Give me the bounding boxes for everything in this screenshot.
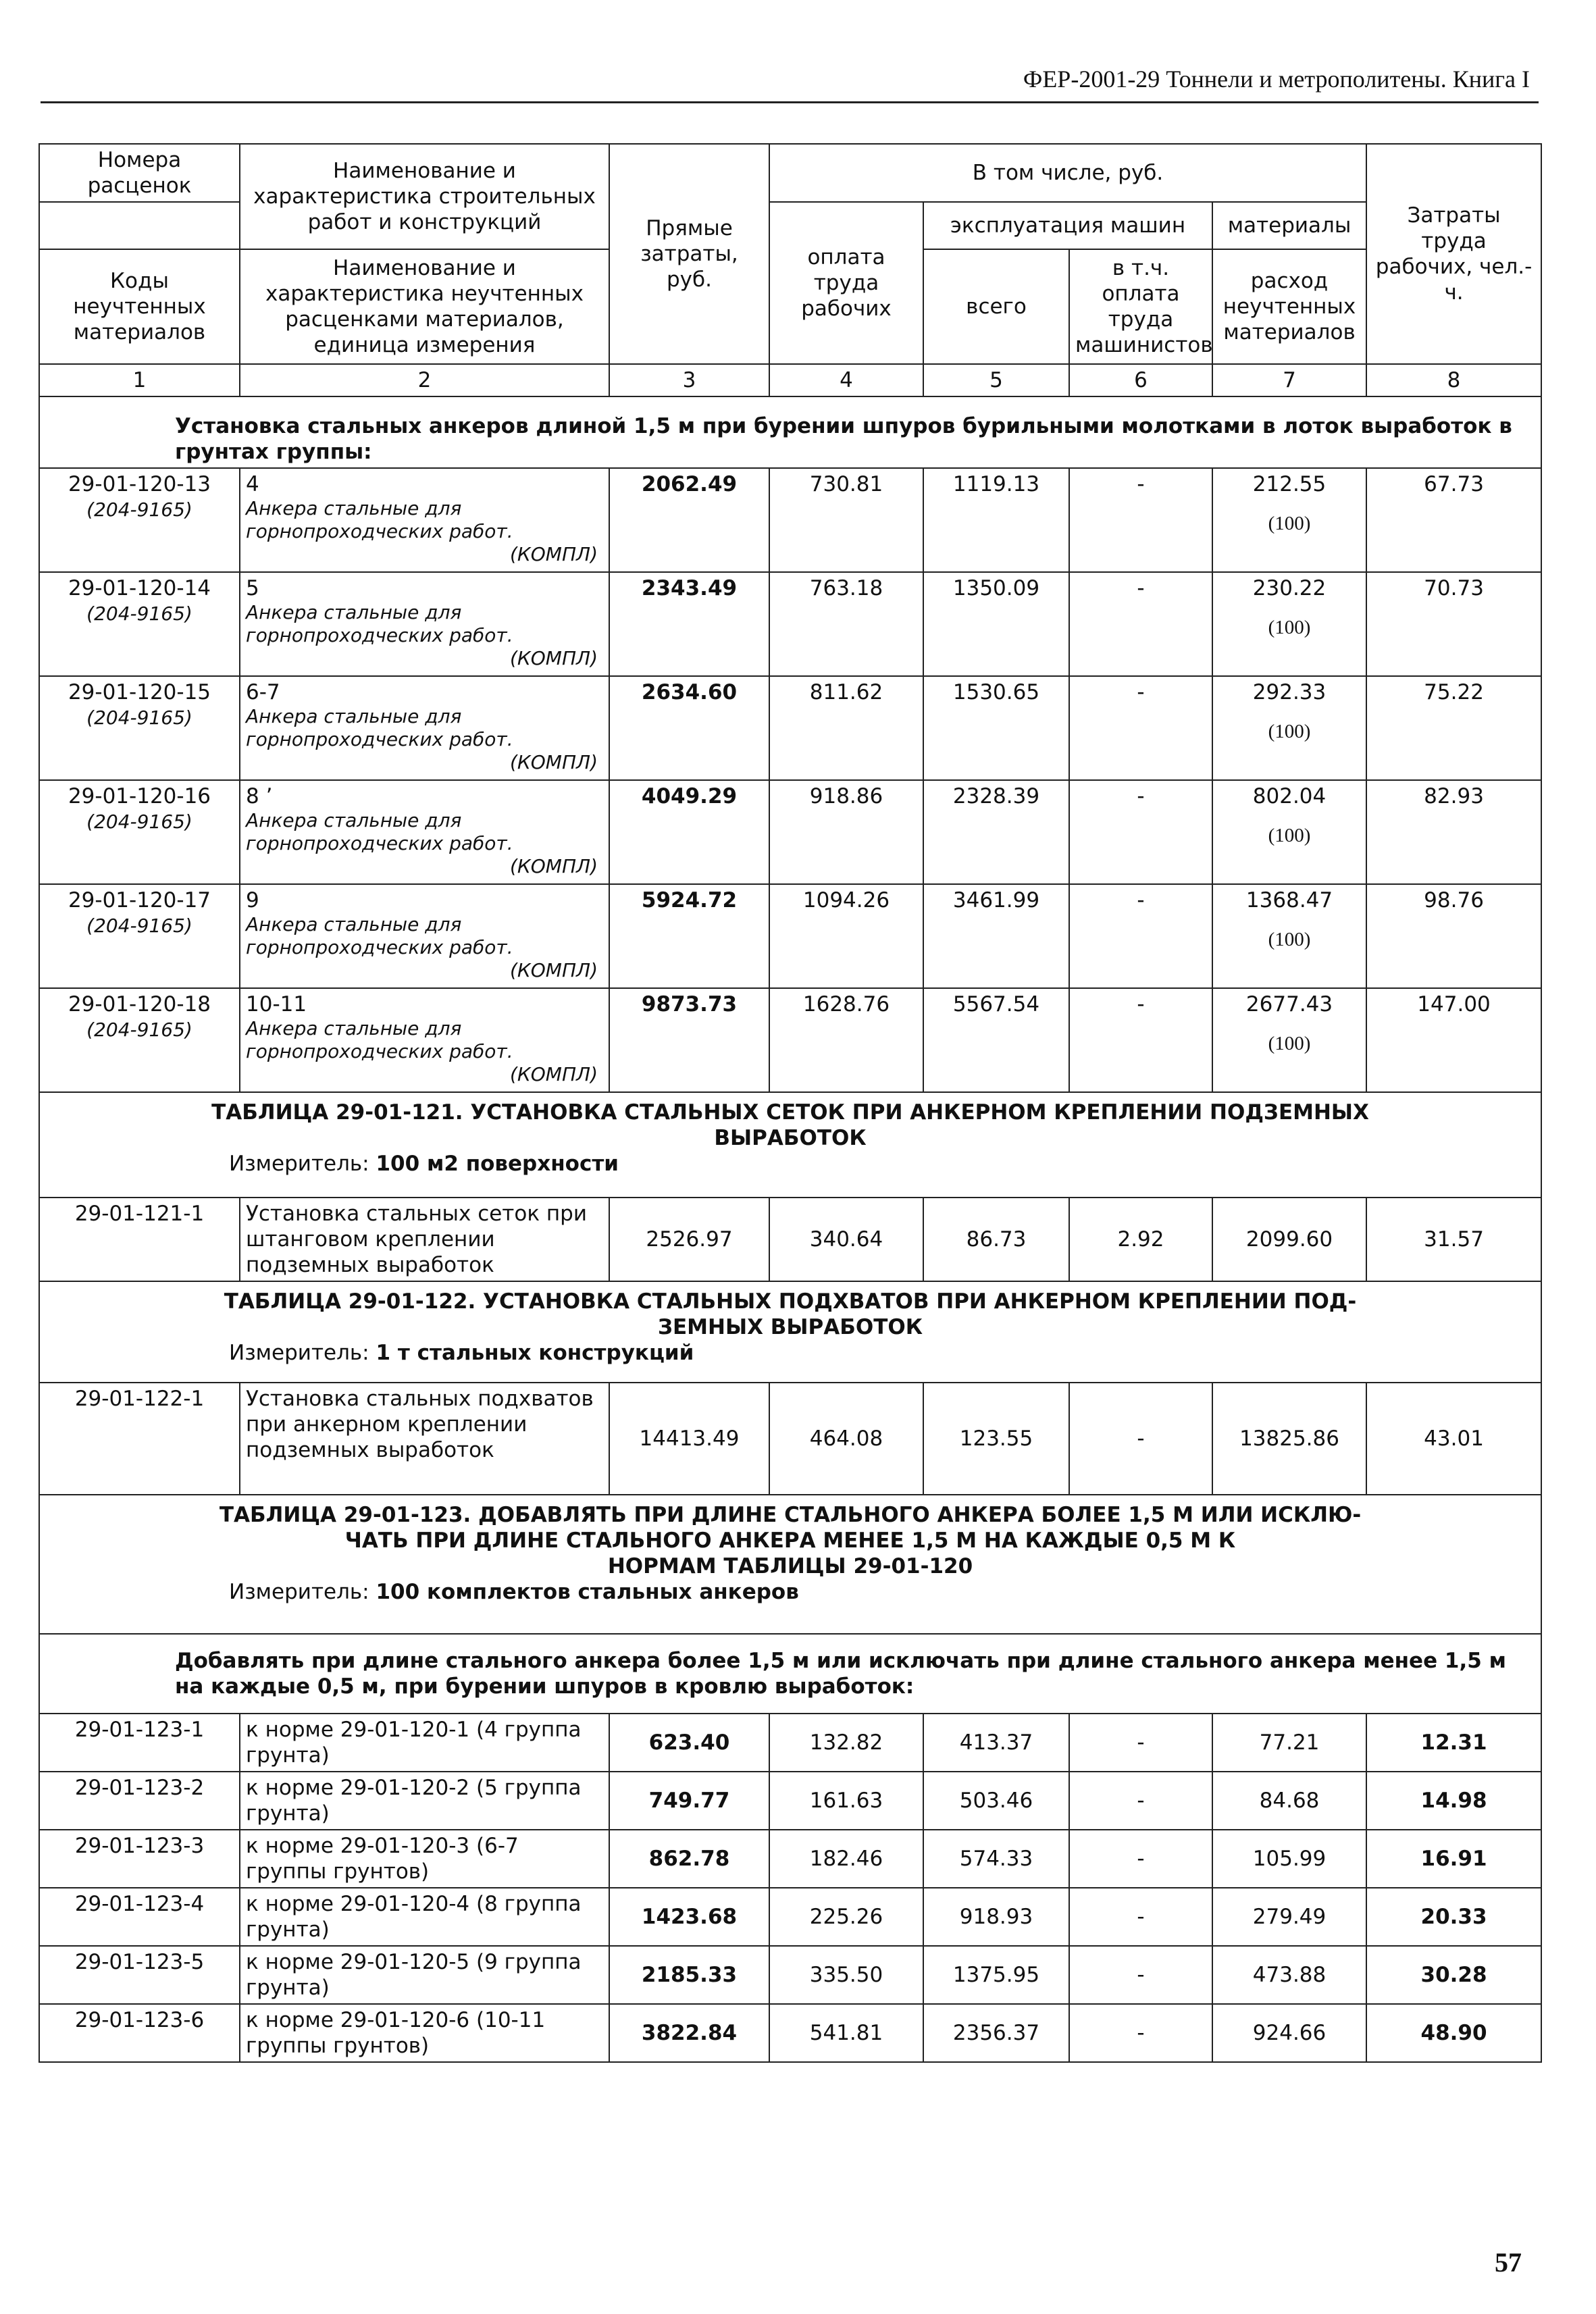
rate-code: 29-01-123-4 — [39, 1888, 240, 1946]
column-number: 2 — [240, 364, 609, 396]
col-machines-total: всего — [923, 249, 1069, 364]
table-row — [39, 1714, 1541, 1772]
col-including: В том числе, руб. — [769, 144, 1366, 202]
cell-direct: 5924.72 — [609, 884, 769, 988]
soil-group: 5 — [246, 576, 259, 600]
rate-code: 29-01-123-1 — [39, 1714, 240, 1772]
cell-mach_labor: - — [1069, 1772, 1212, 1830]
cell-mach_labor: - — [1069, 1888, 1212, 1946]
material-name: Анкера стальные для горнопроходческих работ. — [246, 809, 513, 854]
cell-labor: 1628.76 — [769, 988, 923, 1092]
cell-mach: 86.73 — [923, 1198, 1069, 1281]
cell-hours: 20.33 — [1366, 1888, 1541, 1946]
col-material-codes: Коды неучтенных материалов — [39, 249, 240, 364]
col-material-names: Наименование и характеристика неучтенных расценками материалов, единица измерения — [240, 249, 609, 364]
measurement-label: Измеритель: — [229, 1580, 369, 1604]
cell-materials: 473.88 — [1212, 1946, 1366, 2004]
col-materials: материалы — [1212, 202, 1366, 249]
column-number: 4 — [769, 364, 923, 396]
table-title-line: ТАБЛИЦА 29-01-121. УСТАНОВКА СТАЛЬНЫХ СЕТОК ПРИ АНКЕРНОМ КРЕПЛЕНИИ ПОДЗЕМНЫХ — [211, 1100, 1369, 1125]
cell-direct: 2634.60 — [609, 676, 769, 780]
cell-labor: 132.82 — [769, 1714, 923, 1772]
cell-mach: 918.93 — [923, 1888, 1069, 1946]
cell-mach: 123.55 — [923, 1383, 1069, 1495]
rate-code-cell — [39, 572, 240, 676]
cell-materials — [1212, 884, 1366, 988]
materials-usage: (100) — [1268, 1033, 1311, 1054]
rate-code: 29-01-121-1 — [39, 1198, 240, 1281]
soil-group: 4 — [246, 472, 259, 496]
materials-usage: (100) — [1268, 929, 1311, 950]
rate-code-cell — [39, 780, 240, 884]
material-unit: (КОМПЛ) — [509, 855, 598, 877]
table-title-text — [67, 1100, 1514, 1151]
materials-usage: (100) — [1268, 721, 1311, 742]
cell-mach_labor: - — [1069, 780, 1212, 884]
col-labor-hours: Затраты труда рабочих, чел.-ч. — [1366, 144, 1541, 364]
column-number: 7 — [1212, 364, 1366, 396]
table-row — [39, 884, 1541, 988]
material-code: (204-9165) — [86, 602, 192, 625]
cell-hours: 30.28 — [1366, 1946, 1541, 2004]
cell-direct: 2343.49 — [609, 572, 769, 676]
cell-mach_labor: - — [1069, 468, 1212, 572]
cell-direct: 2185.33 — [609, 1946, 769, 2004]
col-labor-pay: оплата труда рабочих — [769, 202, 923, 364]
section-heading-row — [39, 1634, 1541, 1714]
cell-hours: 16.91 — [1366, 1830, 1541, 1888]
cell-mach_labor: - — [1069, 1946, 1212, 2004]
rate-code-cell — [39, 676, 240, 780]
rate-code: 29-01-120-13 — [68, 472, 211, 496]
materials-value: 802.04 — [1252, 784, 1327, 808]
table-title-line: ВЫРАБОТОК — [714, 1126, 867, 1150]
cell-mach_labor: - — [1069, 1383, 1212, 1495]
cell-mach_labor: - — [1069, 572, 1212, 676]
material-name: Анкера стальные для горнопроходческих работ. — [246, 601, 513, 646]
table-title-text — [67, 1289, 1514, 1340]
column-number: 3 — [609, 364, 769, 396]
materials-value: 2677.43 — [1245, 992, 1333, 1017]
cell-mach: 574.33 — [923, 1830, 1069, 1888]
col-work-name: Наименование и характеристика строительных работ и конструкций — [240, 144, 609, 249]
running-header: ФЕР-2001-29 Тоннели и метрополитены. Книга I — [1023, 66, 1530, 93]
table-row — [39, 2004, 1541, 2062]
page-number: 57 — [1495, 2247, 1522, 2278]
section-heading: Добавлять при длине стального анкера более 1,5 м или исключать при длине стального анкера менее 1,5 м на каждые 0,5 м, при бурении шпуров в кровлю выработок: — [39, 1634, 1541, 1714]
measurement-value: 1 т стальных конструкций — [376, 1341, 694, 1365]
material-unit: (КОМПЛ) — [509, 543, 598, 565]
table-row — [39, 1772, 1541, 1830]
material-name: Анкера стальные для горнопроходческих работ. — [246, 1017, 513, 1062]
table-row — [39, 1830, 1541, 1888]
cell-direct: 4049.29 — [609, 780, 769, 884]
column-number: 6 — [1069, 364, 1212, 396]
description-cell — [240, 988, 609, 1092]
material-unit: (КОМПЛ) — [509, 647, 598, 669]
cell-mach_labor: - — [1069, 1714, 1212, 1772]
table-title — [39, 1092, 1541, 1198]
description-cell — [240, 676, 609, 780]
description-cell — [240, 884, 609, 988]
description-cell: к норме 29-01-120-4 (8 группа грунта) — [240, 1888, 609, 1946]
cell-mach: 503.46 — [923, 1772, 1069, 1830]
cell-hours: 75.22 — [1366, 676, 1541, 780]
cell-labor: 811.62 — [769, 676, 923, 780]
cell-materials — [1212, 780, 1366, 884]
cell-mach_labor: - — [1069, 1830, 1212, 1888]
cell-hours: 43.01 — [1366, 1383, 1541, 1495]
table-title-line: ЗЕМНЫХ ВЫРАБОТОК — [657, 1315, 923, 1339]
cell-mach: 1350.09 — [923, 572, 1069, 676]
cell-mach_labor: - — [1069, 2004, 1212, 2062]
rate-code: 29-01-123-5 — [39, 1946, 240, 2004]
measurement-unit — [67, 1340, 1514, 1366]
table-row — [39, 780, 1541, 884]
cell-direct: 623.40 — [609, 1714, 769, 1772]
rate-code: 29-01-122-1 — [39, 1383, 240, 1495]
table-row — [39, 572, 1541, 676]
cell-mach_labor: - — [1069, 884, 1212, 988]
materials-usage: (100) — [1268, 513, 1311, 534]
cell-labor: 225.26 — [769, 1888, 923, 1946]
soil-group: 9 — [246, 888, 259, 912]
table-title — [39, 1495, 1541, 1634]
cell-labor: 730.81 — [769, 468, 923, 572]
col-rate-numbers-cont — [39, 202, 240, 249]
table-row — [39, 1383, 1541, 1495]
column-number: 1 — [39, 364, 240, 396]
table-row — [39, 1946, 1541, 2004]
material-name: Анкера стальные для горнопроходческих работ. — [246, 913, 513, 958]
cell-materials: 2099.60 — [1212, 1198, 1366, 1281]
cell-materials — [1212, 988, 1366, 1092]
materials-value: 212.55 — [1252, 472, 1327, 496]
materials-value: 1368.47 — [1245, 888, 1333, 912]
materials-value: 230.22 — [1252, 576, 1327, 600]
cell-mach_labor: 2.92 — [1069, 1198, 1212, 1281]
cell-labor: 464.08 — [769, 1383, 923, 1495]
rate-code-cell — [39, 988, 240, 1092]
cell-direct: 2526.97 — [609, 1198, 769, 1281]
table-row — [39, 1198, 1541, 1281]
measurement-value: 100 м2 поверхности — [376, 1152, 619, 1176]
description-cell: к норме 29-01-120-3 (6-7 группы грунтов) — [240, 1830, 609, 1888]
cell-hours: 67.73 — [1366, 468, 1541, 572]
table-title — [39, 1281, 1541, 1383]
cell-materials: 77.21 — [1212, 1714, 1366, 1772]
table-title-line: ТАБЛИЦА 29-01-123. ДОБАВЛЯТЬ ПРИ ДЛИНЕ СТАЛЬНОГО АНКЕРА БОЛЕЕ 1,5 М ИЛИ ИСКЛЮ- — [219, 1503, 1362, 1527]
description-cell — [240, 780, 609, 884]
rate-code: 29-01-123-2 — [39, 1772, 240, 1830]
description-cell — [240, 572, 609, 676]
material-code: (204-9165) — [86, 706, 192, 729]
cell-mach: 2328.39 — [923, 780, 1069, 884]
column-number-row — [39, 364, 1541, 396]
measurement-unit — [67, 1579, 1514, 1605]
cell-hours: 12.31 — [1366, 1714, 1541, 1772]
description-cell: Установка стальных подхватов при анкерном креплении подземных выработок — [240, 1383, 609, 1495]
rate-code: 29-01-120-16 — [68, 784, 211, 808]
materials-value: 292.33 — [1252, 680, 1327, 704]
material-code: (204-9165) — [86, 915, 192, 937]
col-machines: эксплуатация машин — [923, 202, 1212, 249]
materials-usage: (100) — [1268, 617, 1311, 638]
cell-mach: 1530.65 — [923, 676, 1069, 780]
section-heading: Установка стальных анкеров длиной 1,5 м при бурении шпуров бурильными молотками в лоток выработок в грунтах группы: — [39, 396, 1541, 468]
cell-labor: 1094.26 — [769, 884, 923, 988]
material-code: (204-9165) — [86, 811, 192, 833]
col-unaccounted-materials: расход неучтенных материалов — [1212, 249, 1366, 364]
table-title-row — [39, 1281, 1541, 1383]
cell-hours: 82.93 — [1366, 780, 1541, 884]
table-title-row — [39, 1092, 1541, 1198]
cell-mach: 413.37 — [923, 1714, 1069, 1772]
cell-labor: 340.64 — [769, 1198, 923, 1281]
table-title-text — [67, 1502, 1514, 1579]
cell-mach: 1375.95 — [923, 1946, 1069, 2004]
soil-group: 6-7 — [246, 680, 280, 704]
material-name: Анкера стальные для горнопроходческих работ. — [246, 497, 513, 542]
rate-code: 29-01-123-3 — [39, 1830, 240, 1888]
column-number: 8 — [1366, 364, 1541, 396]
cell-mach: 2356.37 — [923, 2004, 1069, 2062]
column-number: 5 — [923, 364, 1069, 396]
cell-labor: 763.18 — [769, 572, 923, 676]
cell-mach: 1119.13 — [923, 468, 1069, 572]
rate-code-cell — [39, 468, 240, 572]
col-operator-pay: в т.ч. оплата труда машинистов — [1069, 249, 1212, 364]
cell-materials: 105.99 — [1212, 1830, 1366, 1888]
description-cell: к норме 29-01-120-2 (5 группа грунта) — [240, 1772, 609, 1830]
cell-hours: 98.76 — [1366, 884, 1541, 988]
cell-direct: 14413.49 — [609, 1383, 769, 1495]
cell-hours: 31.57 — [1366, 1198, 1541, 1281]
cell-materials: 924.66 — [1212, 2004, 1366, 2062]
table-row — [39, 468, 1541, 572]
cell-hours: 14.98 — [1366, 1772, 1541, 1830]
cell-labor: 918.86 — [769, 780, 923, 884]
table-title-line: ТАБЛИЦА 29-01-122. УСТАНОВКА СТАЛЬНЫХ ПОДХВАТОВ ПРИ АНКЕРНОМ КРЕПЛЕНИИ ПОД- — [224, 1289, 1357, 1314]
cell-direct: 2062.49 — [609, 468, 769, 572]
table-row — [39, 1888, 1541, 1946]
cell-mach_labor: - — [1069, 676, 1212, 780]
section-heading-row — [39, 396, 1541, 468]
price-table — [38, 143, 1542, 2063]
cell-materials — [1212, 676, 1366, 780]
material-unit: (КОМПЛ) — [509, 1063, 598, 1085]
table-title-row — [39, 1495, 1541, 1634]
description-cell — [240, 468, 609, 572]
material-code: (204-9165) — [86, 498, 192, 521]
cell-direct: 1423.68 — [609, 1888, 769, 1946]
rate-code: 29-01-120-14 — [68, 576, 211, 600]
cell-materials: 84.68 — [1212, 1772, 1366, 1830]
cell-direct: 749.77 — [609, 1772, 769, 1830]
rate-code-cell — [39, 884, 240, 988]
table-row — [39, 988, 1541, 1092]
description-cell: к норме 29-01-120-6 (10-11 группы грунтов) — [240, 2004, 609, 2062]
cell-direct: 862.78 — [609, 1830, 769, 1888]
table-row — [39, 676, 1541, 780]
measurement-label: Измеритель: — [229, 1341, 369, 1365]
cell-labor: 182.46 — [769, 1830, 923, 1888]
cell-materials: 13825.86 — [1212, 1383, 1366, 1495]
rate-code: 29-01-123-6 — [39, 2004, 240, 2062]
description-cell: к норме 29-01-120-5 (9 группа грунта) — [240, 1946, 609, 2004]
material-unit: (КОМПЛ) — [509, 959, 598, 981]
description-cell: Установка стальных сеток при штанговом креплении подземных выработок — [240, 1198, 609, 1281]
cell-mach_labor: - — [1069, 988, 1212, 1092]
measurement-unit — [67, 1151, 1514, 1177]
cell-mach: 5567.54 — [923, 988, 1069, 1092]
cell-labor: 161.63 — [769, 1772, 923, 1830]
cell-materials — [1212, 468, 1366, 572]
header-rule — [41, 101, 1539, 103]
cell-materials: 279.49 — [1212, 1888, 1366, 1946]
cell-direct: 9873.73 — [609, 988, 769, 1092]
table-title-line: НОРМАМ ТАБЛИЦЫ 29-01-120 — [607, 1554, 973, 1578]
rate-code: 29-01-120-18 — [68, 992, 211, 1017]
table-body — [39, 144, 1541, 2062]
measurement-label: Измеритель: — [229, 1152, 369, 1176]
cell-hours: 147.00 — [1366, 988, 1541, 1092]
soil-group: 10-11 — [246, 992, 307, 1017]
col-direct-costs: Прямые затраты, руб. — [609, 144, 769, 364]
rate-code: 29-01-120-15 — [68, 680, 211, 704]
cell-materials — [1212, 572, 1366, 676]
materials-usage: (100) — [1268, 825, 1311, 846]
cell-direct: 3822.84 — [609, 2004, 769, 2062]
cell-labor: 541.81 — [769, 2004, 923, 2062]
measurement-value: 100 комплектов стальных анкеров — [376, 1580, 799, 1604]
material-unit: (КОМПЛ) — [509, 751, 598, 773]
table-title-line: ЧАТЬ ПРИ ДЛИНЕ СТАЛЬНОГО АНКЕРА МЕНЕЕ 1,5 М НА КАЖДЫЕ 0,5 М К — [344, 1528, 1236, 1553]
description-cell: к норме 29-01-120-1 (4 группа грунта) — [240, 1714, 609, 1772]
cell-hours: 48.90 — [1366, 2004, 1541, 2062]
cell-mach: 3461.99 — [923, 884, 1069, 988]
material-code: (204-9165) — [86, 1019, 192, 1041]
rate-code: 29-01-120-17 — [68, 888, 211, 912]
material-name: Анкера стальные для горнопроходческих работ. — [246, 705, 513, 750]
cell-hours: 70.73 — [1366, 572, 1541, 676]
cell-labor: 335.50 — [769, 1946, 923, 2004]
col-rate-numbers: Номера расценок — [39, 144, 240, 202]
soil-group: 8 ʼ — [246, 784, 273, 808]
